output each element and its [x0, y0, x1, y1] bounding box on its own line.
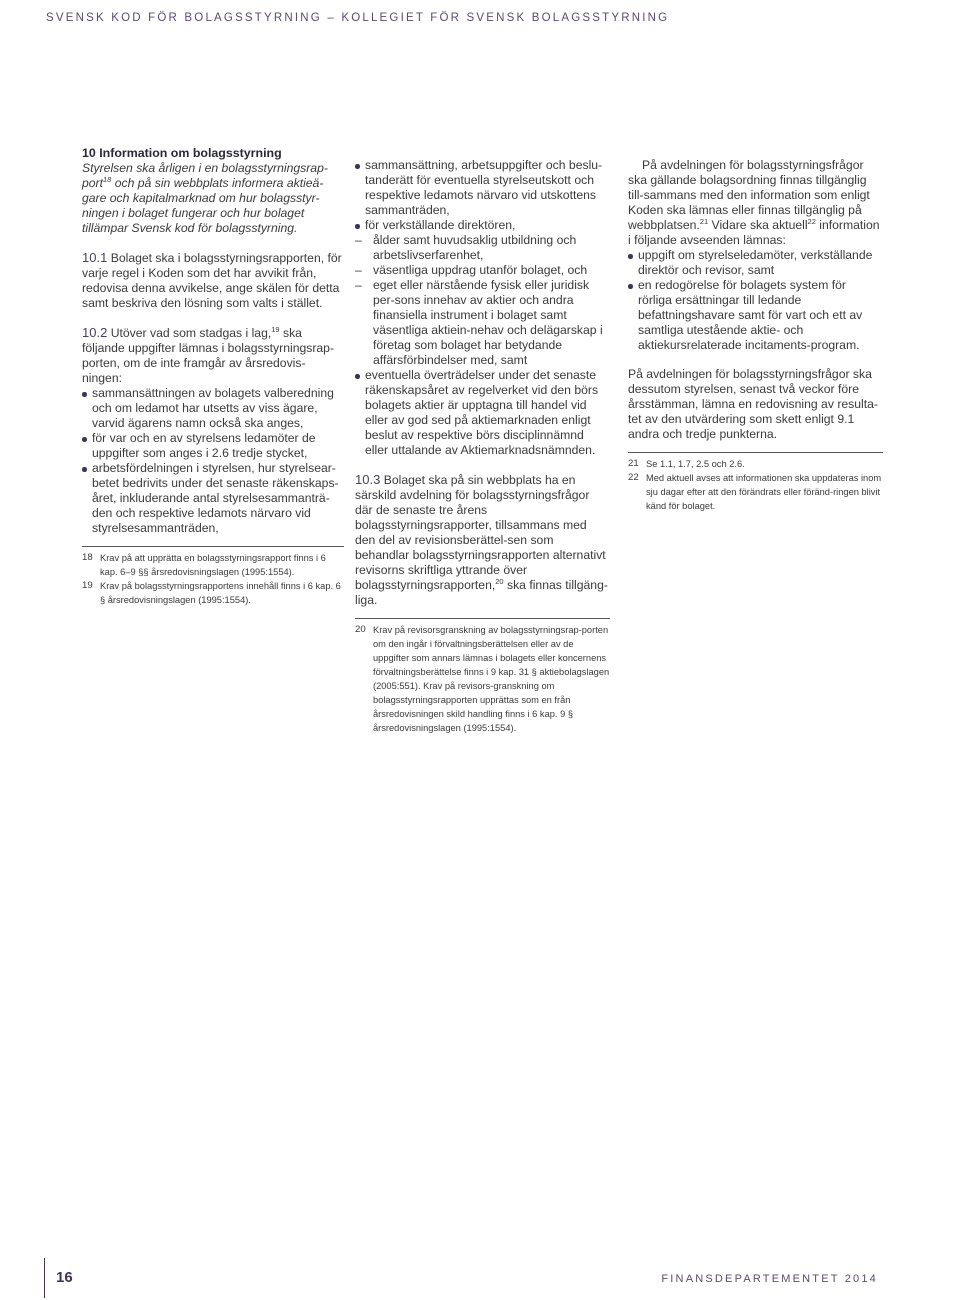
dash-item: – ålder samt huvudsaklig utbildning och arbetslivserfarenhet, [355, 233, 610, 263]
footnote: 20 Krav på revisorsgranskning av bolagsstyrningsrap-porten om den ingår i förvaltningsberättelsen eller av de uppgifter som annars lämnas i bolagets eller koncernens förvaltningsberättelse finns i 9 kap. 31 § aktiebolagslagen (2005:551). Krav på revisors-granskning om bolagsstyrningsrapporten upprättas som en från årsredovisningen skild handling finns i 6 kap. 9 § årsredovisningslagen (1995:1554). [355, 624, 610, 733]
footnotes [628, 452, 883, 513]
publisher: FINANSDEPARTEMENTET 2014 [661, 1273, 878, 1285]
section-title: 10 Information om bolagsstyrning [82, 146, 282, 160]
running-header: SVENSK KOD FÖR BOLAGSSTYRNING – KOLLEGIET FÖR SVENSK BOLAGSSTYRNING [46, 12, 670, 24]
footnote: 22 Med aktuell avses att informationen ska uppdateras inom sju dagar efter att den förändrats eller föränd-ringen blivit känd för bolaget. [628, 472, 882, 511]
footnote-number: 19 [82, 580, 93, 591]
list-item: sammansättningen av bolagets valberedning och om ledamot har utsetts av viss ägare, varvid ägarens namn också ska anges, [82, 386, 344, 431]
footnote: 21 Se 1.1, 1.7, 2.5 och 2.6. [628, 458, 745, 469]
dash-item: – väsentliga uppdrag utanför bolaget, och [355, 263, 610, 278]
paragraph-10-1: 10.1 Bolaget ska i bolagsstyrningsrapporten, för varje regel i Koden som det har avvikit från, redovisa denna avvikelse, ange skälen för detta samt beskriva den lösning som valts i stället. [82, 250, 342, 310]
list-item: en redogörelse för bolagets system för rörliga ersättningar till ledande befattningshavare samt för vart och ett av samtliga utestående aktie- och aktiekursrelaterade incitaments-program. [628, 278, 883, 353]
paragraph-10-3: 10.3 Bolaget ska på sin webbplats ha en särskild avdelning för bolagsstyrningsfrågor där de senaste tre årens bolagsstyrningsrapporter, tillsammans med den del av revisionsberättel-sen som behandlar bolagsstyrningsrapporten alternativt revisorns skriftliga yttrande över bolagsstyrningsrapporten,$^{20}$ ska finnas tillgäng-liga. [355, 472, 608, 607]
dash-list [355, 233, 610, 368]
bullet-list [355, 368, 610, 458]
bullet-list [355, 158, 610, 233]
paragraph-10-2: 10.2 Utöver vad som stadgas i lag,$^{19}$ ska följande uppgifter lämnas i bolagsstyrningsrap-porten, om de inte framgår av årsredovis-ningen: [82, 324, 335, 385]
footnotes [355, 618, 610, 735]
list-item: för verkställande direktören, [355, 218, 610, 233]
list-item: eventuella överträdelser under det senaste räkenskapsåret av regelverket vid den börs bolagets aktier är upptagna till handel vid eller av god sed på aktiemarknaden enligt beslut av respektive börs disciplinnämnd eller uttalande av Aktiemarknadsnämnden. [355, 368, 610, 458]
page-number: 16 [56, 1269, 73, 1286]
footnotes [82, 546, 344, 607]
dash-item: – eget eller närstående fysisk eller juridisk per-sons innehav av aktier och andra finansiella instrument i bolaget samt väsentliga aktiein-nehav och delägarskap i företag som bolaget har betydande affärsförbindelser med, samt [355, 278, 610, 368]
column-3 [628, 158, 883, 513]
footnote: 18 Krav på att upprätta en bolagsstyrningsrapport finns i 6 kap. 6–9 §§ årsredovisningslagen (1995:1554). [82, 552, 326, 577]
paragraph-webpage-info: På avdelningen för bolagsstyrningsfrågor ska gällande bolagsordning finnas tillgänglig till-sammans med den information som enligt Koden ska lämnas eller finnas tillgänglig på webbplatsen.$^{21}$ Vidare ska aktuell$^{22}$ information i följande avseenden lämnas: [628, 158, 880, 247]
bullet-list [82, 386, 344, 536]
section-intro: Styrelsen ska årligen i en bolagsstyrningsrap-port$^{18}$ och på sin webbplats informera aktieä-gare och kapitalmarknad om hur bolagsstyr-ningen i bolaget fungerar och hur bolaget tillämpar Svensk kod för bolagsstyrning. [82, 161, 328, 235]
footnote-number: 20 [355, 624, 366, 635]
list-item: för var och en av styrelsens ledamöter de uppgifter som anges i 2.6 tredje stycket, [82, 431, 344, 461]
bullet-list [628, 248, 883, 353]
column-2 [355, 158, 610, 735]
footnote-ref-20: 20 [495, 576, 504, 586]
paragraph-number: 10.2 [82, 325, 108, 340]
footnote-number: 18 [82, 552, 93, 563]
list-item: arbetsfördelningen i styrelsen, hur styrelsear-betet bedrivits under det senaste räkenskaps-året, inkluderande antal styrelsesammanträ-den och respektive ledamots närvaro vid styrelsesammanträden, [82, 461, 344, 536]
list-item: uppgift om styrelseledamöter, verkställande direktör och revisor, samt [628, 248, 883, 278]
paragraph-number: 10.3 [355, 472, 381, 487]
footnote-ref-22: 22 [807, 216, 816, 226]
footnote-ref-18: 18 [103, 174, 112, 184]
footnote: 19 Krav på bolagsstyrningsrapportens innehåll finns i 6 kap. 6 § årsredovisningslagen (1995:1554). [82, 580, 341, 605]
footnote-number: 21 [628, 458, 639, 469]
footnote-number: 22 [628, 472, 639, 483]
footnote-ref-21: 21 [699, 216, 709, 226]
footnote-ref-19: 19 [271, 324, 280, 334]
paragraph-number: 10.1 [82, 250, 108, 265]
list-item: sammansättning, arbetsuppgifter och beslu-tanderätt för eventuella styrelseutskott och respektive ledamots närvaro vid utskottens sammanträden, [355, 158, 610, 218]
paragraph-evaluation: På avdelningen för bolagsstyrningsfrågor ska dessutom styrelsen, senast två veckor före årsstämman, lämna en redovisning av resulta-tet av den utvärdering som skett enligt 9.1 andra och tredje punkterna. [628, 367, 878, 441]
footer-divider [44, 1258, 45, 1298]
column-1 [82, 146, 344, 607]
